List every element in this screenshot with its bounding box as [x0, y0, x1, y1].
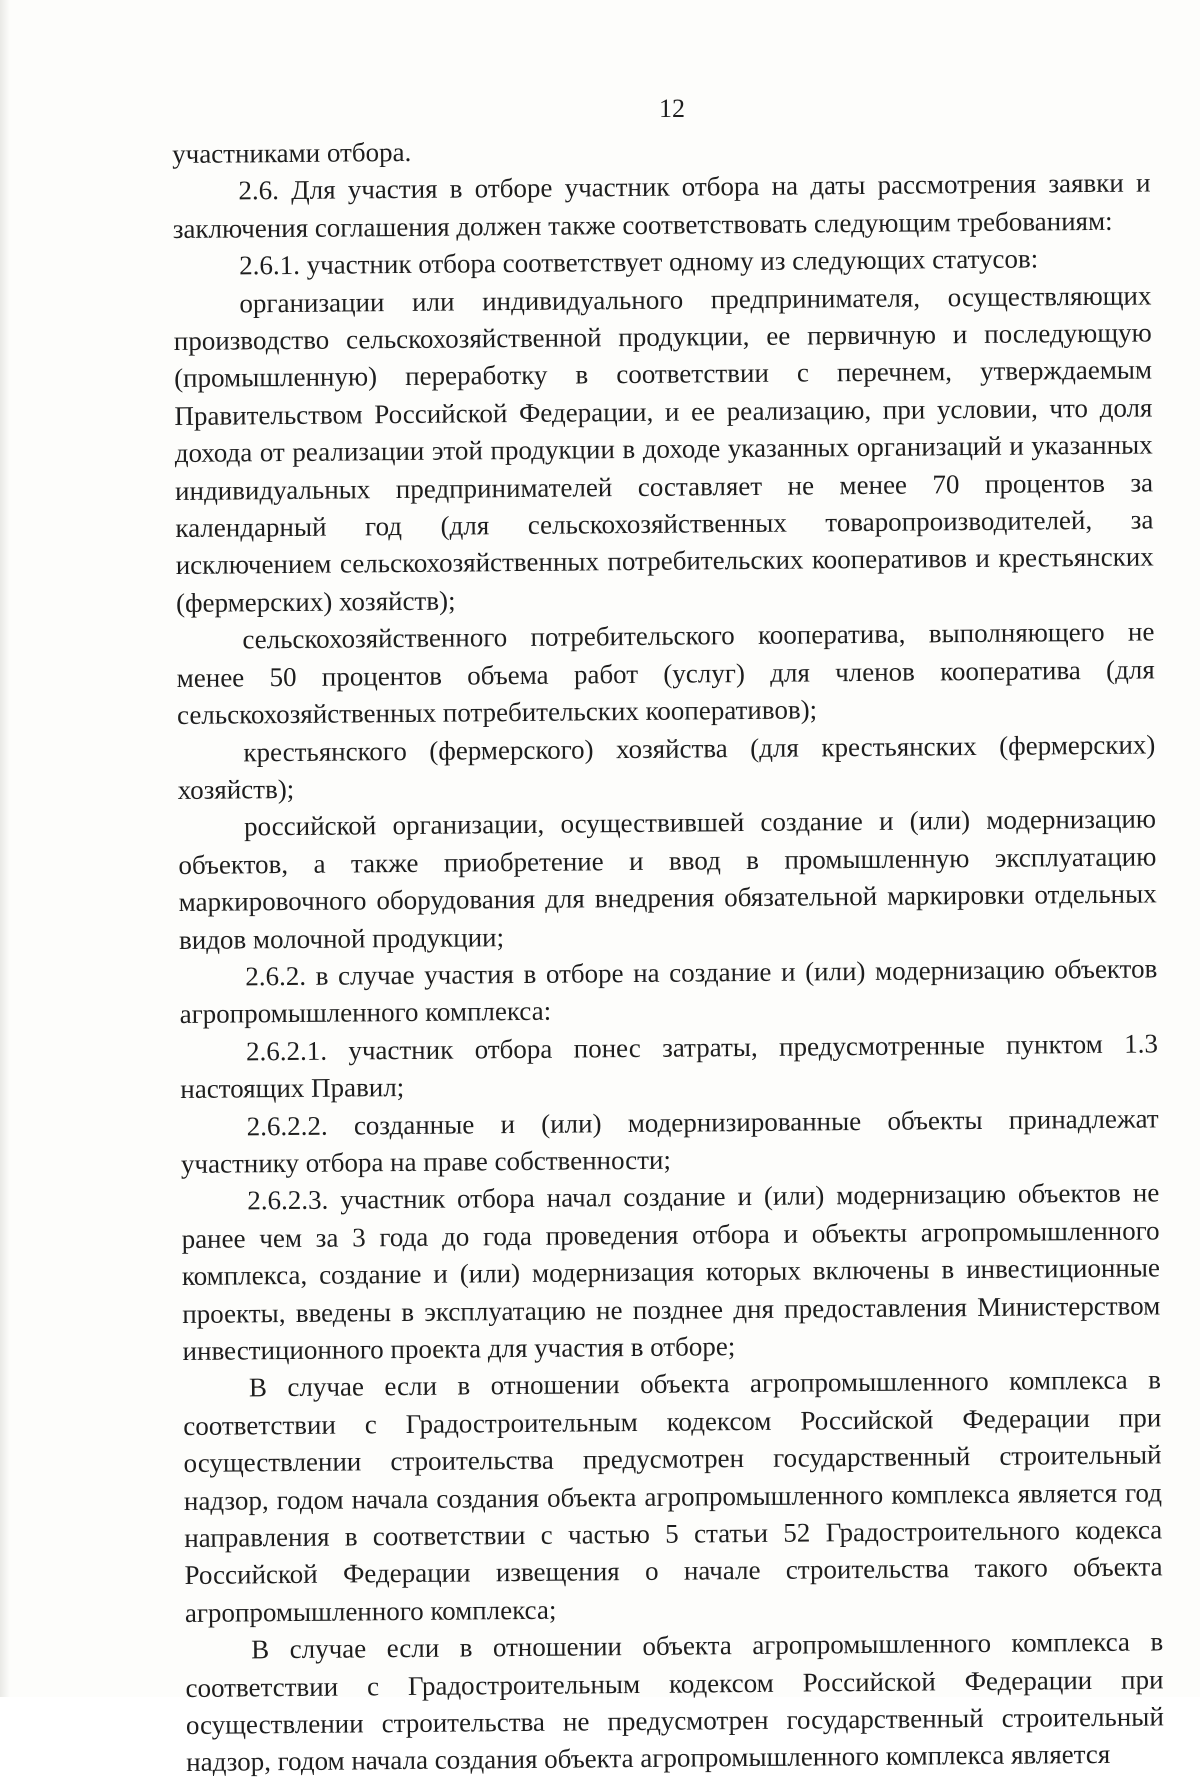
paragraph-2-6-1: 2.6.1. участник отбора соответствует одному из следующих статусов: [239, 243, 1039, 281]
paragraph-supervision-not-provided: В случае если в отношении объекта агропромышленного комплекса в соответствии с Градостроительным кодексом Российской Федерации при осуществлении строительства не предусмотрен государственный строительный надзор, годом начала создания объекта агропромышленного комплекса является [185, 1626, 1164, 1778]
document-body [172, 127, 1164, 1781]
paragraph-continuation: участниками отбора. [172, 136, 412, 169]
paragraph-status-organization: организации или индивидуального предпринимателя, осуществляющих производство сельскохозяйственной продукции, ее первичную и последующую (промышленную) переработку в соответствии с перечнем, утверждаемым Правительством Российской Федерации, и ее реализацию, при условии, что доля дохода от реализации этой продукции в доходе указанных организаций и указанных индивидуальных предпринимателей составляет не менее 70 процентов за календарный год (для сельскохозяйственных товаропроизводителей, за исключением сельскохозяйственных потребительских кооперативов и крестьянских (фермерских) хозяйств); [173, 280, 1154, 618]
paragraph-2-6-2: 2.6.2. в случае участия в отборе на создание и (или) модернизацию объектов агропромышленного комплекса: [179, 953, 1158, 1030]
page-number: 12 [659, 94, 685, 123]
paragraph-2-6-2-1: 2.6.2.1. участник отбора понес затраты, предусмотренные пунктом 1.3 настоящих Правил; [180, 1028, 1159, 1105]
paragraph-2-6-2-2: 2.6.2.2. созданные и (или) модернизированные объекты принадлежат участнику отбора на праве собственности; [180, 1102, 1159, 1179]
scan-edge-shadow [0, 0, 10, 1697]
paragraph-status-russian-organization: российской организации, осуществившей создание и (или) модернизацию объектов, а также приобретение и ввод в промышленную эксплуатацию маркировочного оборудования для внедрения обязательной маркировки отдельных видов молочной продукции; [178, 803, 1157, 955]
paragraph-status-farm: крестьянского (фермерского) хозяйства (для крестьянских (фермерских) хозяйств); [177, 728, 1156, 805]
paragraph-2-6-2-3: 2.6.2.3. участник отбора начал создание и (или) модернизацию объектов не ранее чем за 3 года до года проведения отбора и объекты агропромышленного комплекса, создание и (или) модернизация которых включены в инвестиционные проекты, введены в эксплуатацию не позднее дня предоставления Министерством инвестиционного проекта для участия в отборе; [181, 1177, 1161, 1366]
paragraph-supervision-provided: В случае если в отношении объекта агропромышленного комплекса в соответствии с Градостроительным кодексом Российской Федерации при осуществлении строительства предусмотрен государственный строительный надзор, годом начала создания объекта агропромышленного комплекса является год направления в соответствии с частью 5 статьи 52 Градостроительного кодекса Российской Федерации извещения о начале строительства такого объекта агропромышленного комплекса; [183, 1364, 1163, 1628]
paragraph-status-cooperative: сельскохозяйственного потребительского кооператива, выполняющего не менее 50 процентов объема работ (услуг) для членов кооператива (для сельскохозяйственных потребительских кооперативов); [176, 616, 1155, 731]
paragraph-2-6: 2.6. Для участия в отборе участник отбора на даты рассмотрения заявки и заключения соглашения должен также соответствовать следующим требованиям: [172, 167, 1151, 244]
